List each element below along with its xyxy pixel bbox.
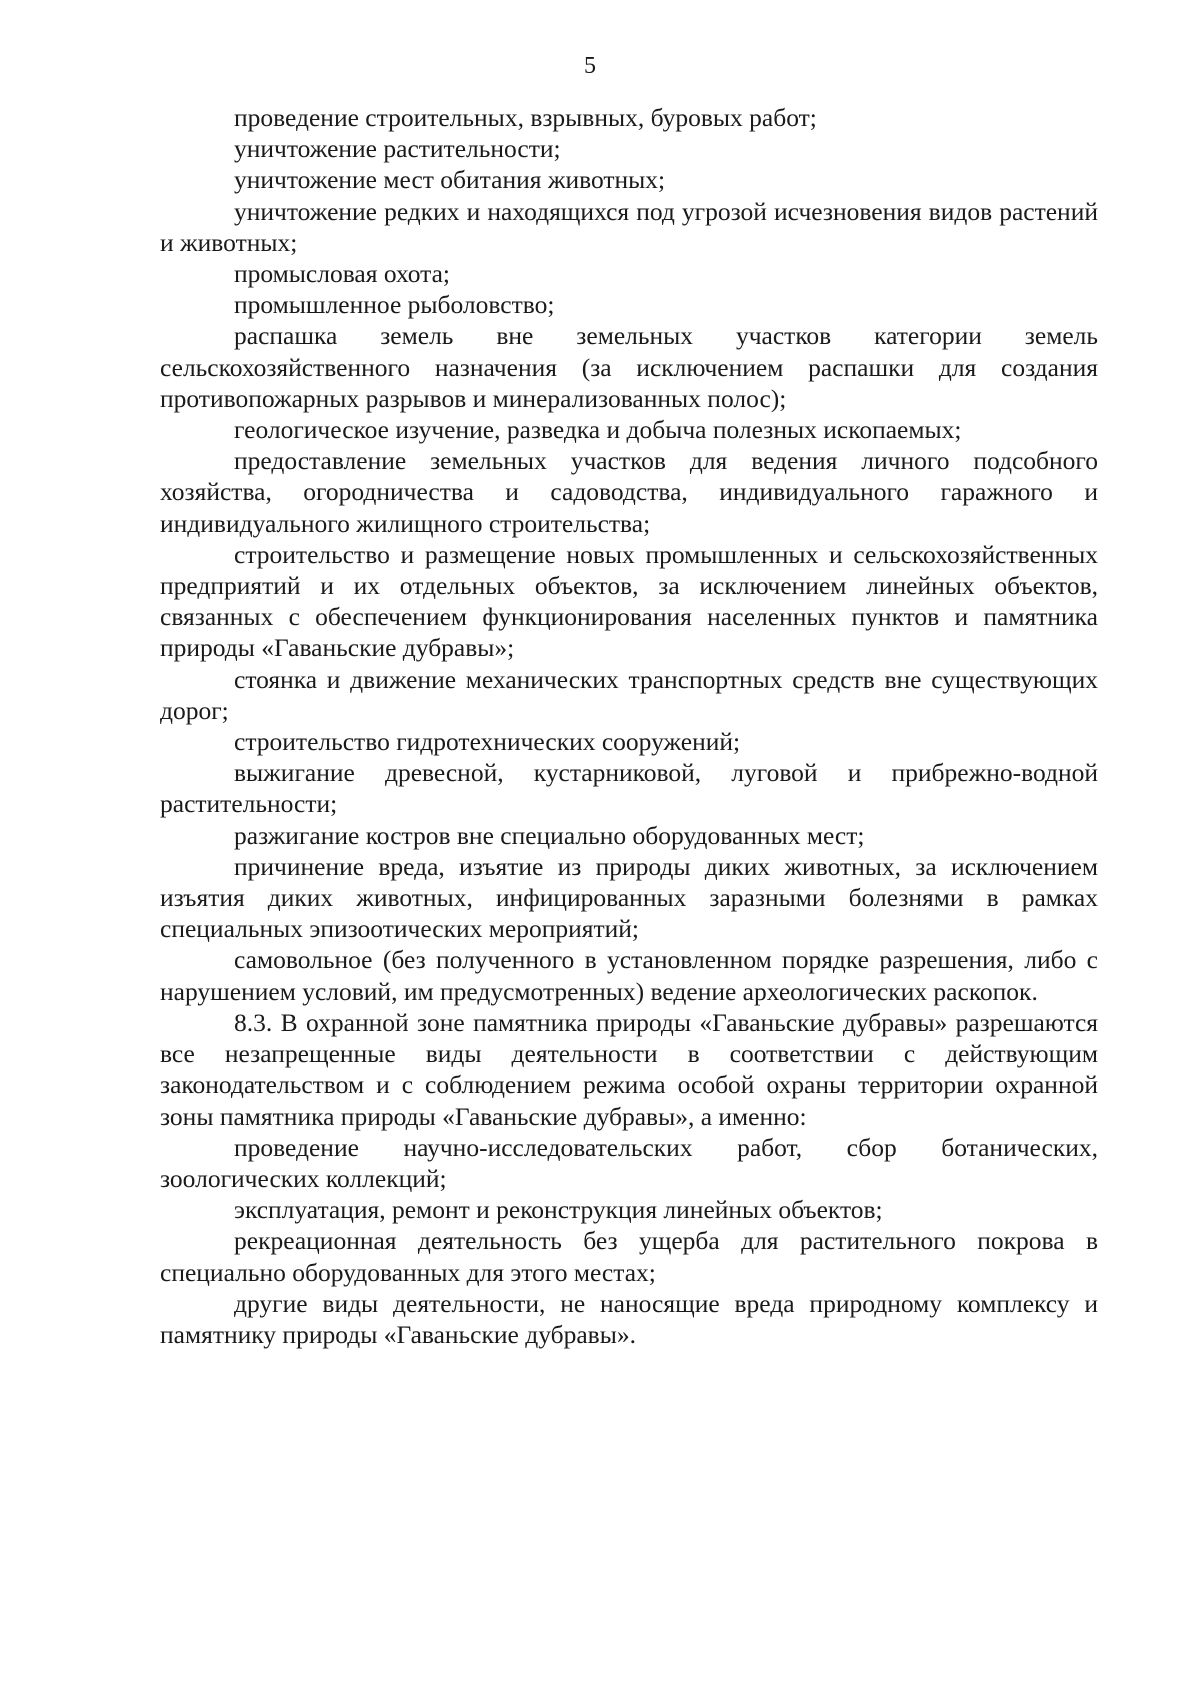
- paragraph-other-activities: другие виды деятельности, не наносящие вреда природному комплексу и памятнику природы «Гаваньские дубравы».: [160, 1288, 1098, 1349]
- paragraph-habitat-destruction: уничтожение мест обитания животных;: [234, 165, 666, 195]
- paragraph-vegetation-burning: выжигание древесной, кустарниковой, луговой и прибрежно-водной растительности;: [160, 758, 1098, 819]
- paragraph-geological-survey: геологическое изучение, разведка и добыча полезных ископаемых;: [234, 415, 962, 445]
- paragraph-rare-species: уничтожение редких и находящихся под угрозой исчезновения видов растений и животных;: [160, 196, 1098, 257]
- paragraph-enterprise-construction: строительство и размещение новых промышленных и сельскохозяйственных предприятий и их отдельных объектов, за исключением линейных объектов, связанных с обеспечением функционирования населенных пунктов и памятника природы «Гаваньские дубравы»;: [160, 539, 1098, 663]
- paragraph-animal-harm: причинение вреда, изъятие из природы диких животных, за исключением изъятия диких животных, инфицированных заразными болезнями в рамках специальных эпизоотических мероприятий;: [160, 851, 1098, 944]
- paragraph-section-8-3: 8.3. В охранной зоне памятника природы «Гаваньские дубравы» разрешаются все незапрещенные виды деятельности в соответствии с действующим законодательством и с соблюдением режима особой охраны территории охранной зоны памятника природы «Гаваньские дубравы», а именно:: [160, 1007, 1098, 1131]
- paragraph-bonfires: разжигание костров вне специально оборудованных мест;: [234, 820, 865, 850]
- paragraph-hydro-structures: строительство гидротехнических сооружений;: [234, 727, 741, 757]
- paragraph-linear-objects: эксплуатация, ремонт и реконструкция линейных объектов;: [234, 1195, 883, 1225]
- paragraph-research-works: проведение научно-исследовательских работ, сбор ботанических, зоологических коллекций;: [160, 1132, 1098, 1193]
- paragraph-commercial-hunting: промысловая охота;: [234, 259, 451, 289]
- page-number: 5: [584, 53, 596, 79]
- document-body: [160, 102, 1098, 1350]
- paragraph-archaeological-excavation: самовольное (без полученного в установленном порядке разрешения, либо с нарушением условий, им предусмотренных) ведение археологических раскопок.: [160, 945, 1098, 1006]
- paragraph-construction-works: проведение строительных, взрывных, буровых работ;: [234, 103, 817, 132]
- paragraph-vehicle-parking: стоянка и движение механических транспортных средств вне существующих дорог;: [160, 664, 1098, 725]
- paragraph-vegetation-destruction: уничтожение растительности;: [234, 134, 561, 164]
- paragraph-land-allocation: предоставление земельных участков для ведения личного подсобного хозяйства, огородничества и садоводства, индивидуального гаражного и индивидуального жилищного строительства;: [160, 446, 1098, 538]
- paragraph-land-plowing: распашка земель вне земельных участков категории земель сельскохозяйственного назначения (за исключением распашки для создания противопожарных разрывов и минерализованных полос);: [160, 321, 1098, 413]
- paragraph-recreation: рекреационная деятельность без ущерба для растительного покрова в специально оборудованных для этого местах;: [160, 1226, 1098, 1287]
- paragraph-industrial-fishing: промышленное рыболовство;: [234, 290, 555, 320]
